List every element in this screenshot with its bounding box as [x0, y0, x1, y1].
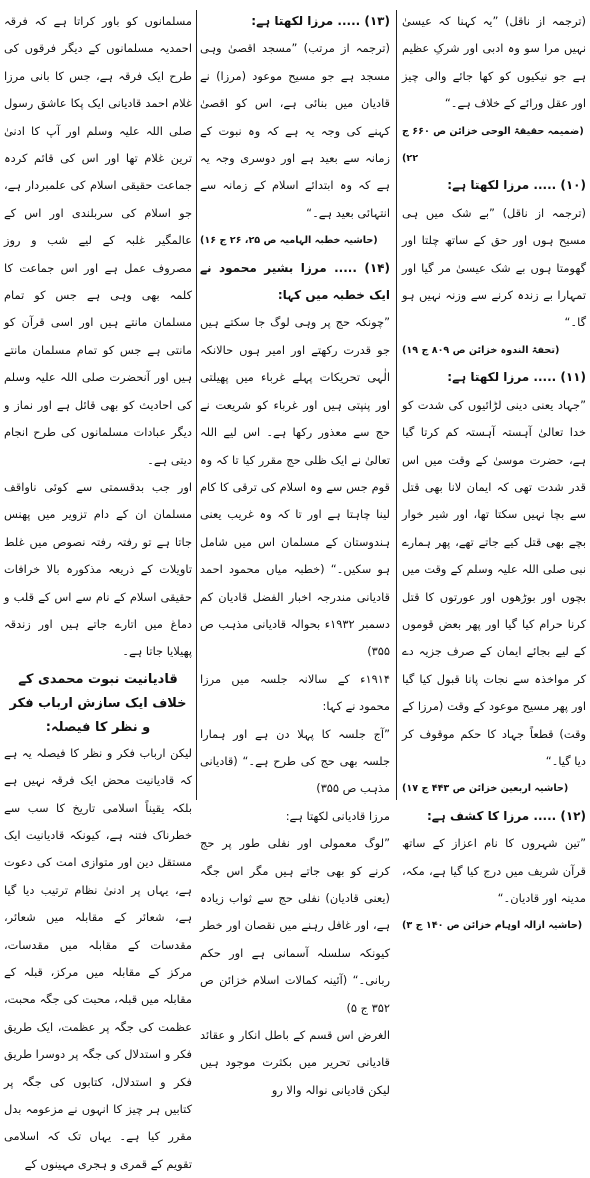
- paragraph: (ترجمہ از ناقل) ”بے شک میں ہی مسیح ہوں اور حق کے ساتھ چلتا اور گھومتا ہوں بے شک عیسیٰ مر گیا اور تمہارا بے زندہ کرنے سے وزنہ نہیں ہو گا۔“: [402, 205, 586, 330]
- section-title: قادیانیت نبوت محمدی کے خلاف ایک سازش ارباب فکر و نظر کا فیصلہ:: [9, 671, 187, 735]
- section-heading: (۱۰) ..... مرزا لکھتا ہے:: [447, 178, 586, 193]
- middle-column: [200, 8, 391, 1097]
- paragraph: (ترجمہ از مرتب) ”مسجد اقصیٰ وہی مسجد ہے جو مسیح موعود (مرزا) نے قادیان میں بنائی ہے، اس کو اقصیٰ کہنے کی وجہ یہ ہے کہ وہ نبوت کے زمانہ سے بعید ہے اور دوسری وجہ یہ ہے کہ وہ ابتدائے اسلام کے زمانہ سے انتہائی بعید ہے۔“: [200, 41, 390, 220]
- section-heading: (۱۱) ..... مرزا لکھتا ہے:: [447, 370, 586, 385]
- paragraph: ۱۹۱۴ء کے سالانہ جلسہ میں مرزا محمود نے کہا:: [200, 671, 390, 714]
- paragraph: مسلمانوں کو باور کراتا ہے کہ فرقہ احمدیہ مسلمانوں کے دیگر فرقوں کی طرح ایک فرقہ ہے، جس کا بانی مرزا غلام احمد قادیانی ایک پکا عاشق رسول صلی اللہ علیہ وسلم اور آپ کا ادنیٰ ترین غلام تھا اور اس کی قائم کردہ جماعت حقیقی اسلام کی علمبردار ہے، جو اسلام کی سربلندی اور اس کے عالمگیر غلبہ کے لیے شب و روز مصروف عمل ہے اور اس جماعت کا کلمہ بھی وہی ہے جس کو تمام مسلمان مانتے ہیں اور اسی قرآن کو مانتی ہے جس کو تمام مسلمان مانتے ہیں اور آنحضرت صلی اللہ علیہ وسلم کی احادیث کو بھی قائل ہے اور نماز و دیگر عبادات مسلمانوں کی طرح انجام دیتی ہے۔: [4, 14, 192, 467]
- column-divider: [396, 10, 397, 800]
- section-heading: (۱۴) ..... مرزا بشیر محمود نے ایک خطبہ میں کہا:: [200, 260, 390, 303]
- paragraph: ”لوگ معمولی اور نفلی طور پر حج کرنے کو بھی جاتے ہیں مگر اس جگہ (یعنی قادیان) نفلی حج سے ثواب زیادہ ہے، اور غافل رہنے میں نقصان اور خطر کیونکہ سلسلہ آسمانی ہے اور حکم ربانی۔“ (آئینہ کمالات اسلام خزائن ص ۳۵۲ ج ۵): [200, 836, 390, 1015]
- left-column: [4, 8, 192, 1171]
- paragraph: لیکن ارباب فکر و نظر کا فیصلہ یہ ہے کہ قادیانیت محض ایک فرقہ نہیں ہے بلکہ یقیناً اسلامی تاریخ کا سب سے خطرناک فتنہ ہے، کیونکہ قادیانیت ایک مستقل دین اور متوازی امت کی دعوت ہے، یہاں پر ادنیٰ نظام ترتیب دیا گیا ہے، شعائر کے مقابلہ میں شعائر، مقدسات کے مقابلہ میں مقدسات، مرکز کے مقابلہ میں مرکز، قبلہ کے مقابلہ میں قبلہ، محبت کی جگہ محبت، عظمت کی جگہ پر عظمت، ایک طریق فکر و استدلال کی جگہ پر دوسرا طریق فکر و استدلال، کتابوں کی جگہ پر کتابیں ہر چیز کا انہوں نے مزعومہ بدل مقرر کیا ہے۔ یہاں تک کہ اسلامی تقویم کے قمری و ہجری مہینوں کے: [4, 745, 192, 1171]
- section-heading: (۱۳) ..... مرزا لکھتا ہے:: [251, 14, 390, 28]
- right-column: [402, 8, 586, 932]
- paragraph: اور جب بدقسمتی سے کوئی ناواقف مسلمان ان کے دام تزویر میں پھنس جاتا ہے تو رفتہ رفتہ نصوص میں غلط تاویلات کے ذریعہ مذکورہ بالا خرافات حقیقی اسلام کے نام سے اس کے قلب و دماغ میں اتارے جاتے ہیں اور زندقہ پھیلایا جاتا ہے۔: [4, 479, 192, 659]
- paragraph: ”جہاد یعنی دینی لڑائیوں کی شدت کو خدا تعالیٰ آہستہ آہستہ کم کرتا گیا ہے، حضرت موسیٰ کے وقت میں اس قدر شدت تھی کہ ایمان لانا بھی قتل سے بچا نہیں سکتا تھا، اور شیر خوار بچے بھی قتل کیے جاتے تھے، پھر ہمارے نبی صلی اللہ علیہ وسلم کے وقت میں بچوں اور بوڑھوں اور عورتوں کا قتل کرنا حرام کیا گیا اور پھر بعض قوموں کے لیے بجائے ایمان کے صرف جزیہ دے کر مواخذہ سے نجات پانا قبول کیا گیا اور پھر مسیح موعود کے وقت (مرزا کے وقت) قطعاً جہاد کا حکم موقوف کر دیا گیا۔“: [402, 397, 586, 768]
- citation: (ضمیمہ حقیقۃ الوحی خزائن ص ۶۶۰ ج ۲۲): [402, 125, 584, 165]
- paragraph: مرزا قادیانی لکھتا ہے:: [285, 808, 390, 823]
- citation: (حاشیہ ازالہ اوہام خزائن ص ۱۴۰ ج ۳): [402, 920, 583, 932]
- citation: (حاشیہ خطبہ الہامیہ ص ۲۵، ۲۶ ج ۱۶): [200, 235, 378, 247]
- paragraph: الغرض اس قسم کے باطل انکار و عقائد قادیانی تحریر میں بکثرت موجود ہیں لیکن قادیانی نوالہ والا رو: [200, 1028, 390, 1097]
- section-heading: (۱۲) ..... مرزا کا کشف ہے:: [426, 808, 586, 823]
- paragraph: ”تین شہروں کا نام اعزاز کے ساتھ قرآن شریف میں درج کیا گیا ہے، مکہ، مدینہ اور قادیان۔“: [402, 836, 586, 905]
- column-divider: [196, 10, 197, 800]
- paragraph: ”چونکہ حج پر وہی لوگ جا سکتے ہیں جو قدرت رکھتے اور امیر ہوں حالانکہ الٰہی تحریکات پہلے غرباء میں پھیلتی اور پنپتی ہیں اور غرباء کو شریعت نے حج سے معذور رکھا ہے۔ اس لیے اللہ تعالیٰ نے ایک ظلی حج مقرر کیا تا کہ وہ قوم جس سے وہ اسلام کی ترقی کا کام لینا چاہتا ہے اور تا کہ وہ غریب یعنی ہندوستان کے مسلمان اس میں شامل ہو سکیں۔“ (خطبہ میاں محمود احمد قادیانی مندرجہ اخبار الفضل قادیان کم دسمبر ۱۹۳۲ء بحوالہ قادیانی مذہب ص ۳۵۵): [200, 315, 391, 659]
- citation: (حاشیہ اربعین خزائن ص ۴۴۳ ج ۱۷): [402, 783, 569, 795]
- paragraph: ”آج جلسہ کا پہلا دن ہے اور ہمارا جلسہ بھی حج کی طرح ہے۔“ (قادیانی مذہب ص ۳۵۵): [200, 726, 390, 796]
- citation: (تحفۃ الندوہ خزائن ص ۸۰۹ ج ۱۹): [402, 344, 560, 356]
- paragraph: (ترجمہ از ناقل) ”یہ کہنا کہ عیسیٰ نہیں مرا سو وہ ادبی اور شرکِ عظیم ہے جو نیکیوں کو کھا جائے والی چیز اور عقل ورائے کے خلاف ہے۔“: [402, 14, 586, 111]
